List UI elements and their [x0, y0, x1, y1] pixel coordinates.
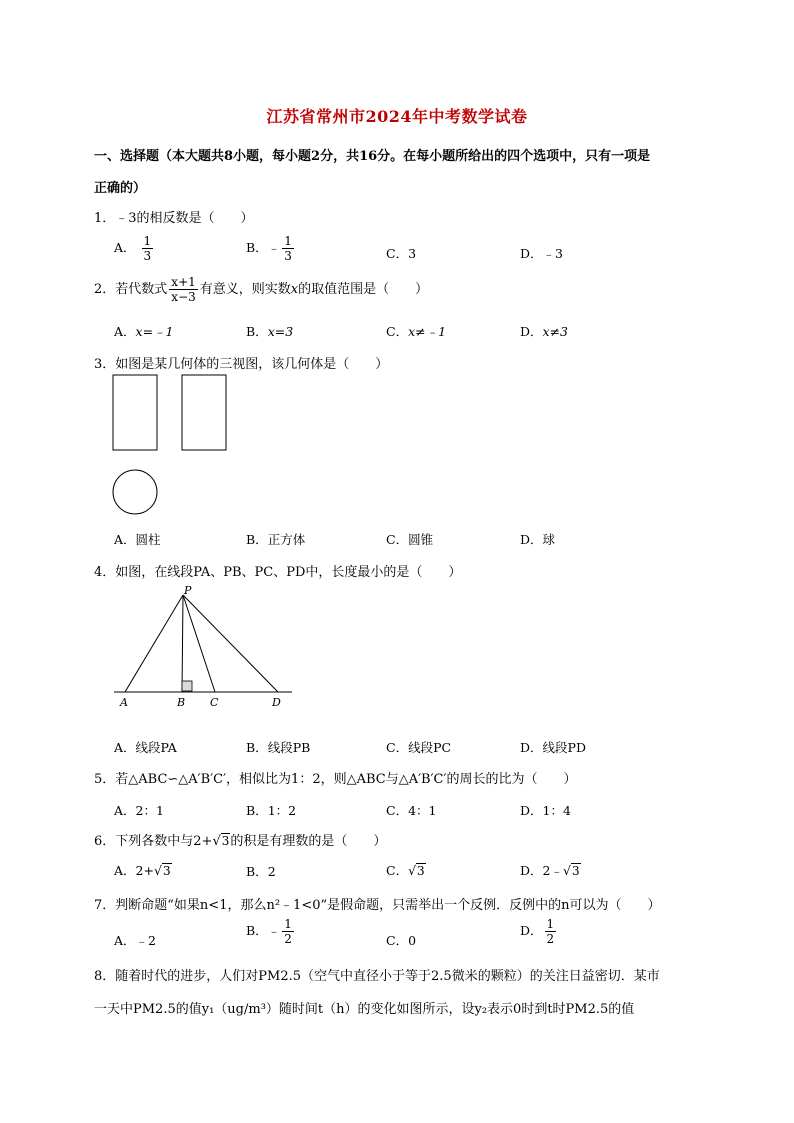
- q4-option-b[interactable]: [246, 738, 310, 756]
- question-4: [94, 561, 461, 580]
- label: C．: [386, 863, 409, 878]
- segment-pc: [183, 595, 215, 692]
- q1-option-b-sign: ﹣: [267, 240, 281, 255]
- q8-line2: 一天中PM2.5的值y₁（ug/m³）随时间t（h）的变化如图所示，设y₂表示0时到t时PM2.5的值: [94, 1002, 635, 1017]
- text: 线段PD: [542, 740, 586, 755]
- side-view-rectangle: [182, 375, 226, 450]
- numerator: 1: [284, 917, 292, 931]
- q1-option-a-fraction: [142, 235, 154, 262]
- q2-option-a[interactable]: [114, 322, 174, 340]
- q3-option-a[interactable]: [114, 530, 161, 548]
- label: D．: [520, 923, 543, 938]
- text: x=﹣1: [135, 324, 174, 339]
- label: D．: [520, 324, 543, 339]
- text: 4：1: [408, 803, 437, 818]
- segment-pa: [125, 595, 183, 692]
- q6-stem-pre: 下列各数中与2+: [115, 834, 213, 849]
- q1-option-b-label: B．: [246, 240, 268, 255]
- question-1: [94, 207, 254, 226]
- question-6: [94, 830, 386, 849]
- q3-option-c[interactable]: [386, 530, 433, 548]
- q7-option-d[interactable]: [520, 918, 558, 945]
- question-5: [94, 768, 576, 787]
- radicand: 3: [221, 834, 230, 848]
- radicand: 3: [571, 864, 580, 878]
- q4-number: 4．: [94, 565, 116, 580]
- radicand: 3: [162, 864, 171, 878]
- q8-number: 8．: [94, 969, 116, 984]
- q7-option-d-fraction: [545, 918, 557, 945]
- label: A．: [114, 863, 136, 878]
- label: A．: [114, 933, 136, 948]
- q1-stem: ﹣3的相反数是（ ）: [115, 211, 254, 226]
- segment-pd: [183, 595, 278, 692]
- sqrt-symbol: √3: [153, 863, 171, 878]
- question-7: [94, 894, 661, 913]
- sqrt-symbol: √3: [562, 863, 580, 878]
- label: A．: [114, 803, 136, 818]
- q4-stem: 如图，在线段PA、PB、PC、PD中，长度最小的是（ ）: [115, 565, 462, 580]
- q1-number: 1．: [94, 211, 116, 226]
- point-p-label: P: [184, 584, 192, 597]
- q2-variable: x: [290, 282, 299, 297]
- text: x≠﹣1: [408, 324, 447, 339]
- q4-option-d[interactable]: [520, 738, 586, 756]
- radicand: 3: [417, 864, 425, 878]
- section-heading-line1: 一、选择题（本大题共8小题，每小题2分，共16分。在每小题所给出的四个选项中，只有一项是: [94, 149, 651, 164]
- q5-option-b[interactable]: [246, 801, 296, 819]
- text: 2: [267, 864, 276, 879]
- text: 线段PA: [135, 740, 177, 755]
- text: 正方体: [267, 532, 306, 547]
- text: 圆柱: [135, 532, 161, 547]
- prefix: 2+: [135, 863, 154, 878]
- question-8: [94, 965, 660, 984]
- q1-option-a-label: A．: [114, 240, 136, 255]
- segment-pb: [182, 595, 183, 692]
- label: B．: [246, 803, 268, 818]
- page-title: 江苏省常州市2024年中考数学试卷: [266, 107, 528, 126]
- q2-stem-mid: 有意义，则实数: [199, 282, 291, 297]
- q6-number: 6．: [94, 834, 116, 849]
- label: A．: [114, 740, 136, 755]
- text: 2：1: [135, 803, 164, 818]
- denominator: x−3: [171, 290, 196, 304]
- q1-option-d[interactable]: [520, 244, 563, 262]
- text: 1：2: [267, 803, 297, 818]
- q2-stem-pre: 若代数式: [115, 282, 168, 297]
- denominator: 3: [143, 249, 152, 263]
- q6-option-c[interactable]: [386, 861, 426, 879]
- text: ﹣2: [135, 933, 156, 948]
- q6-stem-post: 的积是有理数的是（ ）: [230, 834, 387, 849]
- sqrt-symbol: √3: [408, 863, 425, 878]
- q8-line1: 随着时代的进步，人们对PM2.5（空气中直径小于等于2.5微米的颗粒）的关注日益密切．某市: [115, 969, 660, 984]
- q3-number: 3．: [94, 357, 116, 372]
- label: B．: [246, 324, 268, 339]
- numerator: 1: [546, 917, 555, 931]
- denominator: 2: [546, 932, 555, 946]
- section-heading-line2: 正确的）: [94, 181, 147, 196]
- text: x=3: [267, 324, 294, 339]
- numerator: x+1: [171, 275, 196, 289]
- q4-option-a[interactable]: [114, 738, 177, 756]
- denominator: 2: [284, 932, 292, 946]
- label: C．: [386, 803, 409, 818]
- q3-three-view-figure: [110, 372, 235, 520]
- q3-option-d[interactable]: [520, 530, 555, 548]
- prefix: 2﹣: [542, 863, 563, 878]
- q7-option-b-fraction: [282, 918, 294, 945]
- q2-fraction: [169, 276, 197, 303]
- q5-stem: 若△ABC∽△A′B′C′，相似比为1：2，则△ABC与△A′B′C′的周长的比为（ ）: [115, 772, 577, 787]
- point-c-label: C: [210, 696, 219, 709]
- q7-stem: 判断命题“如果n<1，那么n²﹣1<0”是假命题，只需举出一个反例．反例中的n可以为（ ）: [115, 898, 661, 913]
- q5-number: 5．: [94, 772, 116, 787]
- question-3: [94, 353, 388, 372]
- numerator: 1: [284, 234, 292, 248]
- label: B．: [246, 740, 268, 755]
- q7-option-a[interactable]: [114, 931, 156, 949]
- point-b-label: B: [177, 696, 186, 709]
- label: C．: [386, 740, 409, 755]
- q1-option-a[interactable]: [114, 235, 155, 262]
- sqrt-symbol: √3: [212, 834, 230, 849]
- q2-option-d[interactable]: [520, 322, 568, 340]
- q2-number: 2．: [94, 282, 116, 297]
- q1-option-c-text: 3: [408, 246, 417, 261]
- text: 线段PB: [267, 740, 311, 755]
- q4-segment-figure: [110, 582, 295, 714]
- q3-stem: 如图是某几何体的三视图，该几何体是（ ）: [115, 357, 389, 372]
- q2-stem-post: 的取值范围是（ ）: [298, 282, 429, 297]
- q1-option-c[interactable]: [386, 244, 416, 262]
- q7-number: 7．: [94, 898, 116, 913]
- label: A．: [114, 324, 136, 339]
- numerator: 1: [143, 234, 152, 248]
- q7-option-b[interactable]: [246, 918, 296, 945]
- sign: ﹣: [267, 923, 281, 938]
- text: 1：4: [542, 803, 571, 818]
- text: 线段PC: [408, 740, 452, 755]
- q4-option-c[interactable]: [386, 738, 451, 756]
- text: 0: [408, 933, 417, 948]
- q1-option-b-fraction: [282, 235, 294, 262]
- q5-option-d[interactable]: [520, 801, 571, 819]
- top-view-circle: [113, 470, 157, 514]
- q2-option-b[interactable]: [246, 322, 293, 340]
- label: B．: [246, 923, 268, 938]
- q6-option-d[interactable]: [520, 861, 581, 879]
- label: D．: [520, 803, 543, 818]
- question-2: [94, 276, 428, 303]
- text: 球: [542, 532, 556, 547]
- q1-option-b[interactable]: [246, 235, 296, 262]
- q5-option-a[interactable]: [114, 801, 164, 819]
- q6-option-b[interactable]: [246, 862, 276, 880]
- point-d-label: D: [272, 696, 281, 709]
- right-angle-marker: [182, 681, 192, 691]
- label: C．: [386, 532, 409, 547]
- label: A．: [114, 532, 136, 547]
- front-view-rectangle: [113, 375, 157, 450]
- q5-option-c[interactable]: [386, 801, 436, 819]
- label: B．: [246, 532, 268, 547]
- denominator: 3: [284, 249, 292, 263]
- q2-option-c[interactable]: [386, 322, 446, 340]
- q3-option-b[interactable]: [246, 530, 305, 548]
- label: C．: [386, 324, 409, 339]
- point-a-label: A: [120, 696, 128, 709]
- q1-option-d-text: ﹣3: [542, 246, 563, 261]
- text: 圆锥: [408, 532, 434, 547]
- label: D．: [520, 863, 543, 878]
- label: D．: [520, 532, 543, 547]
- q1-option-c-label: C．: [386, 246, 409, 261]
- q7-option-c[interactable]: [386, 931, 416, 949]
- q1-option-d-label: D．: [520, 246, 543, 261]
- q6-option-a[interactable]: [114, 861, 172, 879]
- label: C．: [386, 933, 409, 948]
- text: x≠3: [542, 324, 569, 339]
- label: B．: [246, 864, 268, 879]
- label: D．: [520, 740, 543, 755]
